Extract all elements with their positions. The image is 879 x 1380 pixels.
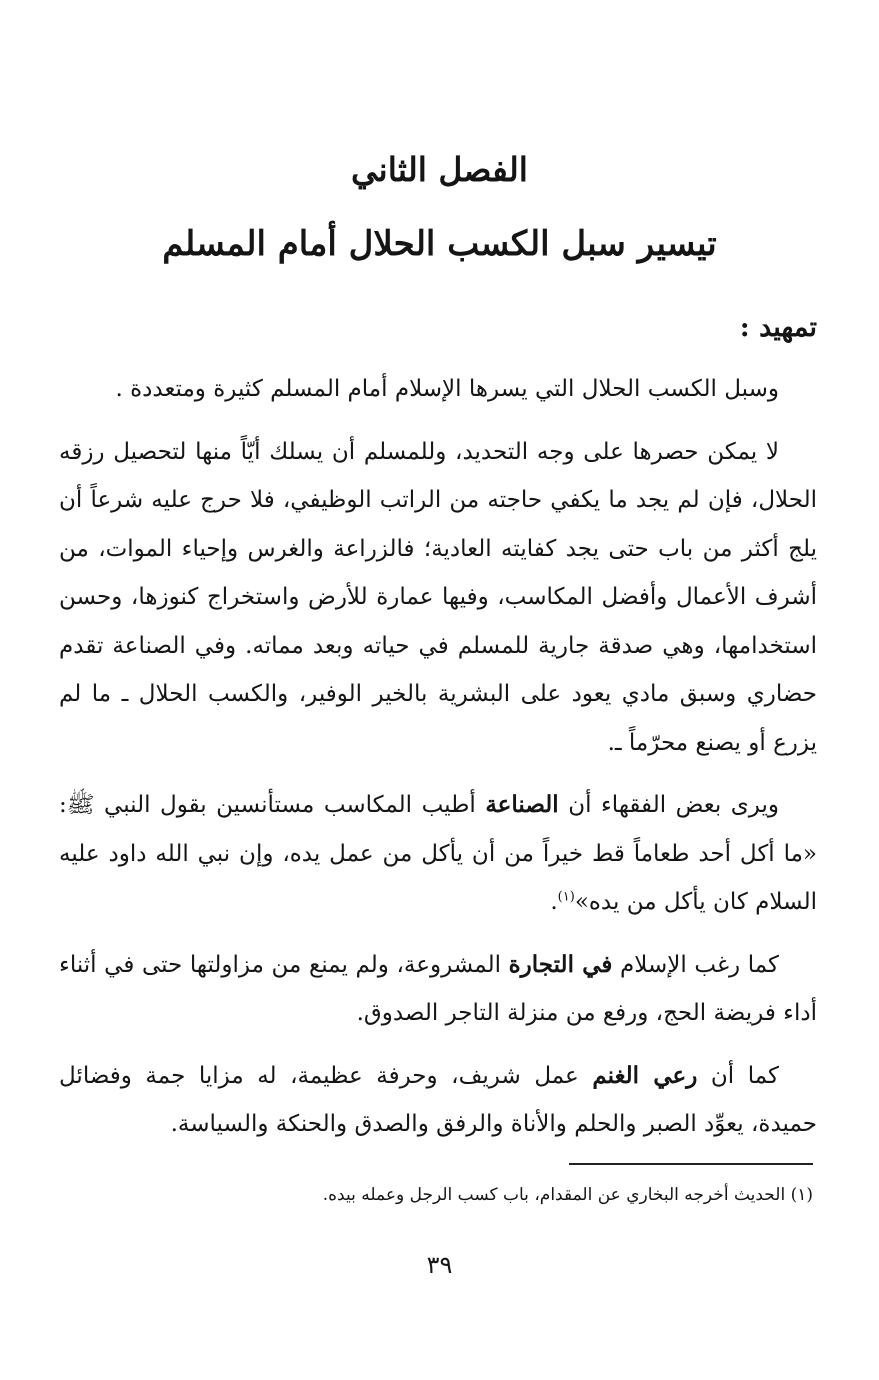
chapter-title: تيسير سبل الكسب الحلال أمام المسلم: [162, 224, 717, 264]
chapter-number: الفصل الثاني: [351, 150, 528, 189]
paragraph-3-end: .: [550, 889, 558, 915]
emphasis-industry: الصناعة: [485, 791, 559, 818]
paragraph-4-start: كما رغب الإسلام: [620, 951, 779, 978]
paragraph-5-rest: عمل شريف، وحرفة عظيمة، له مزايا جمة وفضائل حميدة، يعوِّد الصبر والحلم والأناة والرفق والصدق والحنكة والسياسة.: [59, 1062, 817, 1137]
paragraph-2: لا يمكن حصرها على وجه التحديد، وللمسلم أن يسلك أيّاً منها لتحصيل رزقه الحلال، فإن لم يجد ما يكفي حاجته من الراتب الوظيفي، فلا حرج عليه شرعاً أن يلج أكثر من باب حتى يجد كفايته العادية؛ فالزراعة والغرس وإحياء الموات، من أشرف الأعمال وأفضل المكاسب، وفيها عمارة للأرض واستخراج كنوزها، وحسن استخدامها، وهي صدقة جارية للمسلم في حياته وبعد مماته. وفي الصناعة تقدم حضاري وسبق مادي يعود على البشرية بالخير الوفير، والكسب الحلال ـ ما لم يزرع أو يصنع محرّماً ـ.: [59, 438, 817, 756]
footnote: (١) الحديث أخرجه البخاري عن المقدام، باب كسب الرجل وعمله بيده.: [322, 1185, 813, 1205]
paragraph-3-start: ويرى بعض الفقهاء أن: [568, 792, 779, 818]
paragraph-1: وسبل الكسب الحلال التي يسرها الإسلام أمام المسلم كثيرة ومتعددة .: [115, 376, 779, 402]
paragraph-3: [59, 781, 817, 927]
emphasis-shepherding: رعي الغنم: [592, 1061, 698, 1089]
paragraph-4-rest: المشروعة، ولم يمنع من مزاولتها حتى في أثناء أداء فريضة الحج، ورفع من منزلة التاجر الصدوق.: [59, 951, 817, 1026]
paragraph-5-start: كما أن: [710, 1062, 779, 1089]
paragraph-5: [59, 1052, 817, 1149]
paragraph-3-hadith: أطيب المكاسب مستأنسين بقول النبي ﷺ: «ما أكل أحد طعاماً قط خيراً من أن يأكل من عمل يده، وإن نبي الله داود عليه السلام كان يأكل من يده»: [59, 792, 817, 915]
paragraph-4: [59, 941, 817, 1038]
footnote-divider: [569, 1163, 813, 1165]
body-text: [59, 365, 817, 1163]
page-number: ٣٩: [426, 1251, 453, 1279]
intro-heading: تمهيد :: [739, 312, 817, 343]
emphasis-trade: في التجارة: [508, 950, 613, 978]
footnote-reference: (١): [557, 889, 575, 905]
